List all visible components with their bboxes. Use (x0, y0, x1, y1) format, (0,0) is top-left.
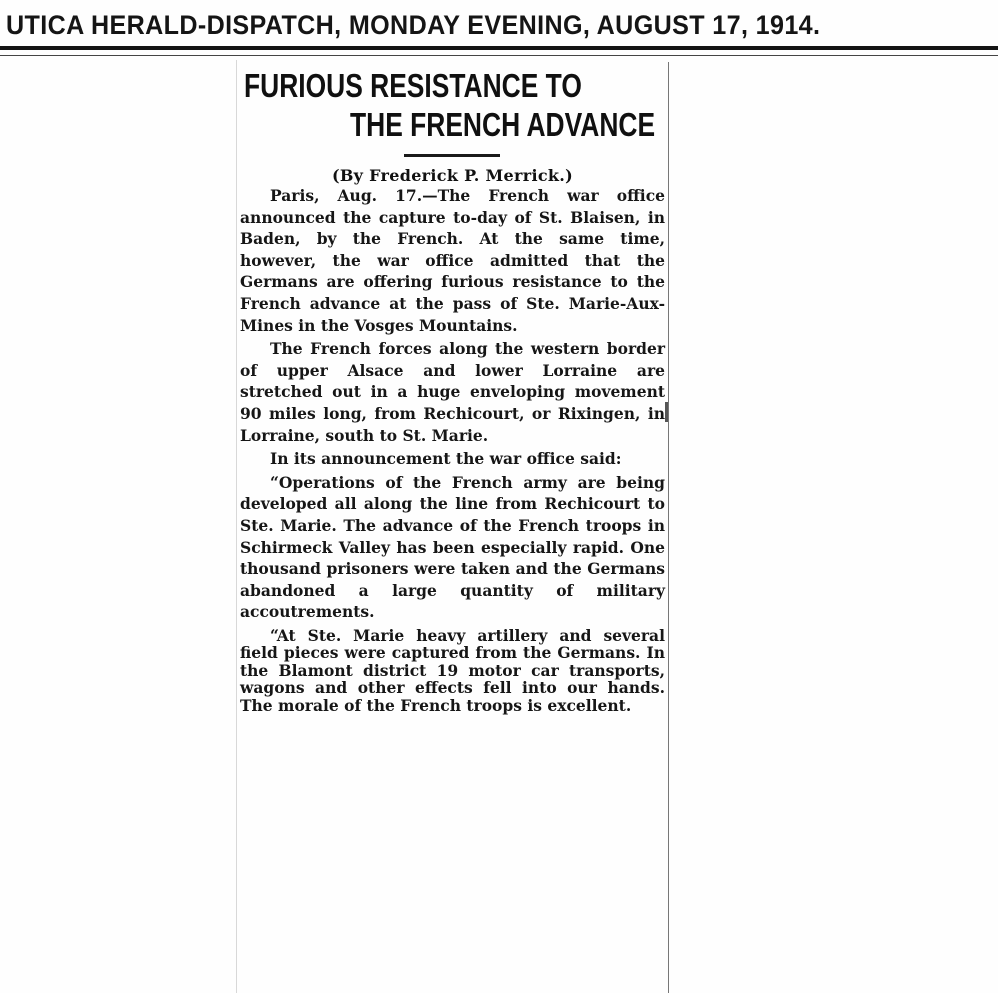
headline-line-2: THE FRENCH ADVANCE (350, 106, 656, 143)
masthead-title: UTICA HERALD-DISPATCH, MONDAY EVENING, AUGUST 17, 1914. (6, 10, 821, 40)
paragraph-5: “At Ste. Marie heavy artillery and several field pieces were captured from the Germans. In the Blamont district 19 motor car transports, wagons and other effects fell into our hands. The morale of the French troops is excellent. (240, 625, 665, 715)
column-rule-left (236, 60, 237, 993)
paragraph-1: Paris, Aug. 17.—The French war office announced the capture to-day of St. Blaisen, in Baden, by the French. At the same time, however, the war office admitted that the Germans are offering furious resistance to the French advance at the pass of Ste. Marie-Aux-Mines in the Vosges Mountains. (240, 186, 665, 335)
article (240, 66, 665, 714)
masthead (0, 0, 998, 44)
paragraph-2: The French forces along the western border of upper Alsace and lower Lorraine are stretched out in a huge enveloping movement 90 miles long, from Rechicourt, or Rixingen, in Lorraine, south to St. Marie. (240, 339, 665, 445)
headline-divider (404, 154, 500, 157)
paragraph-3: In its announcement the war office said: (270, 449, 622, 469)
column-rule-mark (665, 402, 668, 422)
byline: (By Frederick P. Merrick.) (331, 166, 574, 185)
headline-line-1: FURIOUS RESISTANCE TO (244, 67, 582, 104)
masthead-rule-thick (0, 46, 998, 50)
paragraph-4: “Operations of the French army are being developed all along the line from Rechicourt to Ste. Marie. The advance of the French troops in Schirmeck Valley has been especially rapid. One thousand prisoners were taken and the Germans abandoned a large quantity of military accoutrements. (240, 472, 665, 622)
column-rule-right (668, 62, 669, 993)
masthead-rule-thin (0, 55, 998, 56)
article-body (240, 185, 665, 714)
